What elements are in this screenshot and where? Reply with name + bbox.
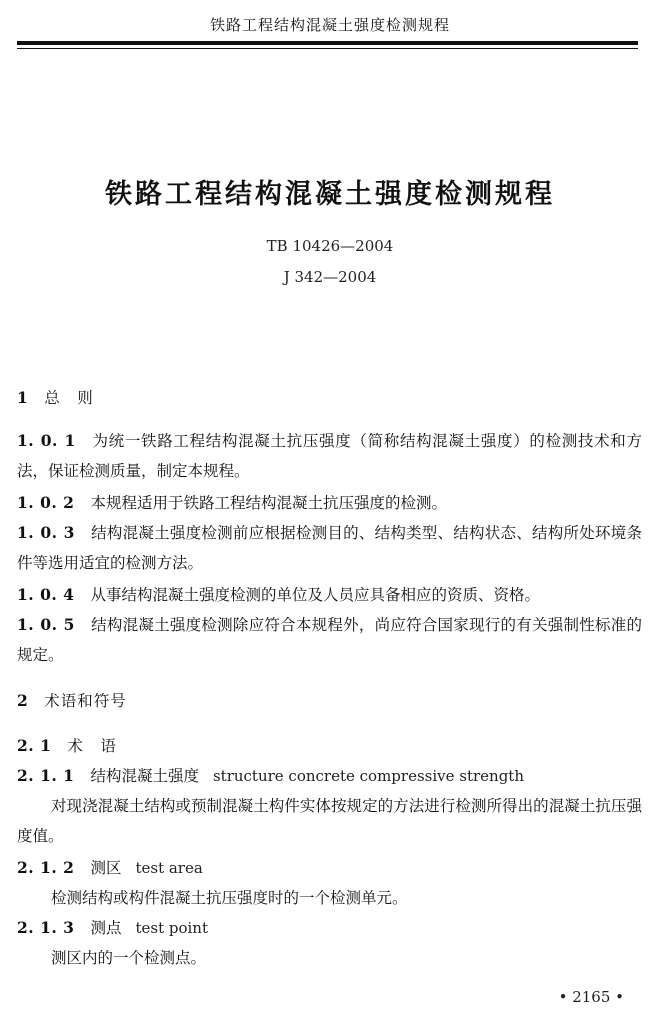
- document-title: 铁路工程结构混凝土强度检测规程: [105, 179, 555, 210]
- header-rule-thin: [17, 48, 638, 49]
- clause-1-0-4: [17, 580, 642, 610]
- section-title: 术语和符号: [44, 692, 127, 710]
- term-2-1-3: [17, 913, 642, 943]
- standard-code-tb: TB 10426—2004: [266, 237, 394, 255]
- clause-1-0-1: [17, 426, 642, 486]
- term-number: 2. 1. 3: [17, 918, 75, 937]
- term-english: test area: [135, 859, 203, 877]
- clause-number: 1. 0. 4: [17, 585, 75, 604]
- clause-number: 1. 0. 5: [17, 615, 75, 634]
- term-number: 2. 1. 2: [17, 858, 75, 877]
- clause-text: 结构混凝土强度检测前应根据检测目的、结构类型、结构状态、结构所处环境条件等选用适宜的检测方法。: [17, 524, 642, 572]
- term-name: 结构混凝土强度: [90, 767, 199, 785]
- clause-text: 从事结构混凝土强度检测的单位及人员应具备相应的资质、资格。: [90, 586, 540, 604]
- header-rule-thick: [17, 41, 638, 45]
- clause-number: 1. 0. 3: [17, 523, 75, 542]
- clause-text: 本规程适用于铁路工程结构混凝土抗压强度的检测。: [90, 494, 447, 512]
- section-number: 1: [17, 388, 29, 407]
- section-title: 总 则: [44, 389, 94, 407]
- clause-text: 结构混凝土强度检测除应符合本规程外，尚应符合国家现行的有关强制性标准的规定。: [17, 616, 642, 664]
- running-head: 铁路工程结构混凝土强度检测规程: [209, 16, 450, 34]
- section-number: 2: [17, 691, 29, 710]
- clause-number: 1. 0. 1: [17, 431, 76, 450]
- section-title: 术 语: [67, 737, 117, 755]
- term-2-1-1-definition: 对现浇混凝土结构或预制混凝土构件实体按规定的方法进行检测所得出的混凝土抗压强度值。: [17, 797, 642, 845]
- clause-text: 为统一铁路工程结构混凝土抗压强度（简称结构混凝土强度）的检测技术和方法，保证检测质量，制定本规程。: [17, 432, 642, 480]
- standard-code-j: J 342—2004: [283, 268, 377, 286]
- term-2-1-2-definition: 检测结构或构件混凝土抗压强度时的一个检测单元。: [51, 889, 408, 907]
- term-english: test point: [135, 919, 208, 937]
- term-2-1-2: [17, 853, 642, 883]
- clause-1-0-3: [17, 518, 642, 578]
- section-2-1-heading: [17, 731, 642, 761]
- term-name: 测区: [90, 859, 122, 877]
- page-number: • 2165 •: [558, 988, 624, 1006]
- term-english: structure concrete compressive strength: [212, 767, 524, 785]
- term-2-1-1: [17, 761, 642, 791]
- term-number: 2. 1. 1: [17, 766, 75, 785]
- clause-1-0-5: [17, 610, 642, 670]
- term-name: 测点: [90, 919, 122, 937]
- section-2-heading: [17, 686, 642, 716]
- clause-1-0-2: [17, 488, 642, 518]
- term-2-1-3-definition: 测区内的一个检测点。: [51, 949, 207, 967]
- clause-number: 1. 0. 2: [17, 493, 75, 512]
- section-number: 2. 1: [17, 736, 52, 755]
- section-1-heading: [17, 383, 642, 413]
